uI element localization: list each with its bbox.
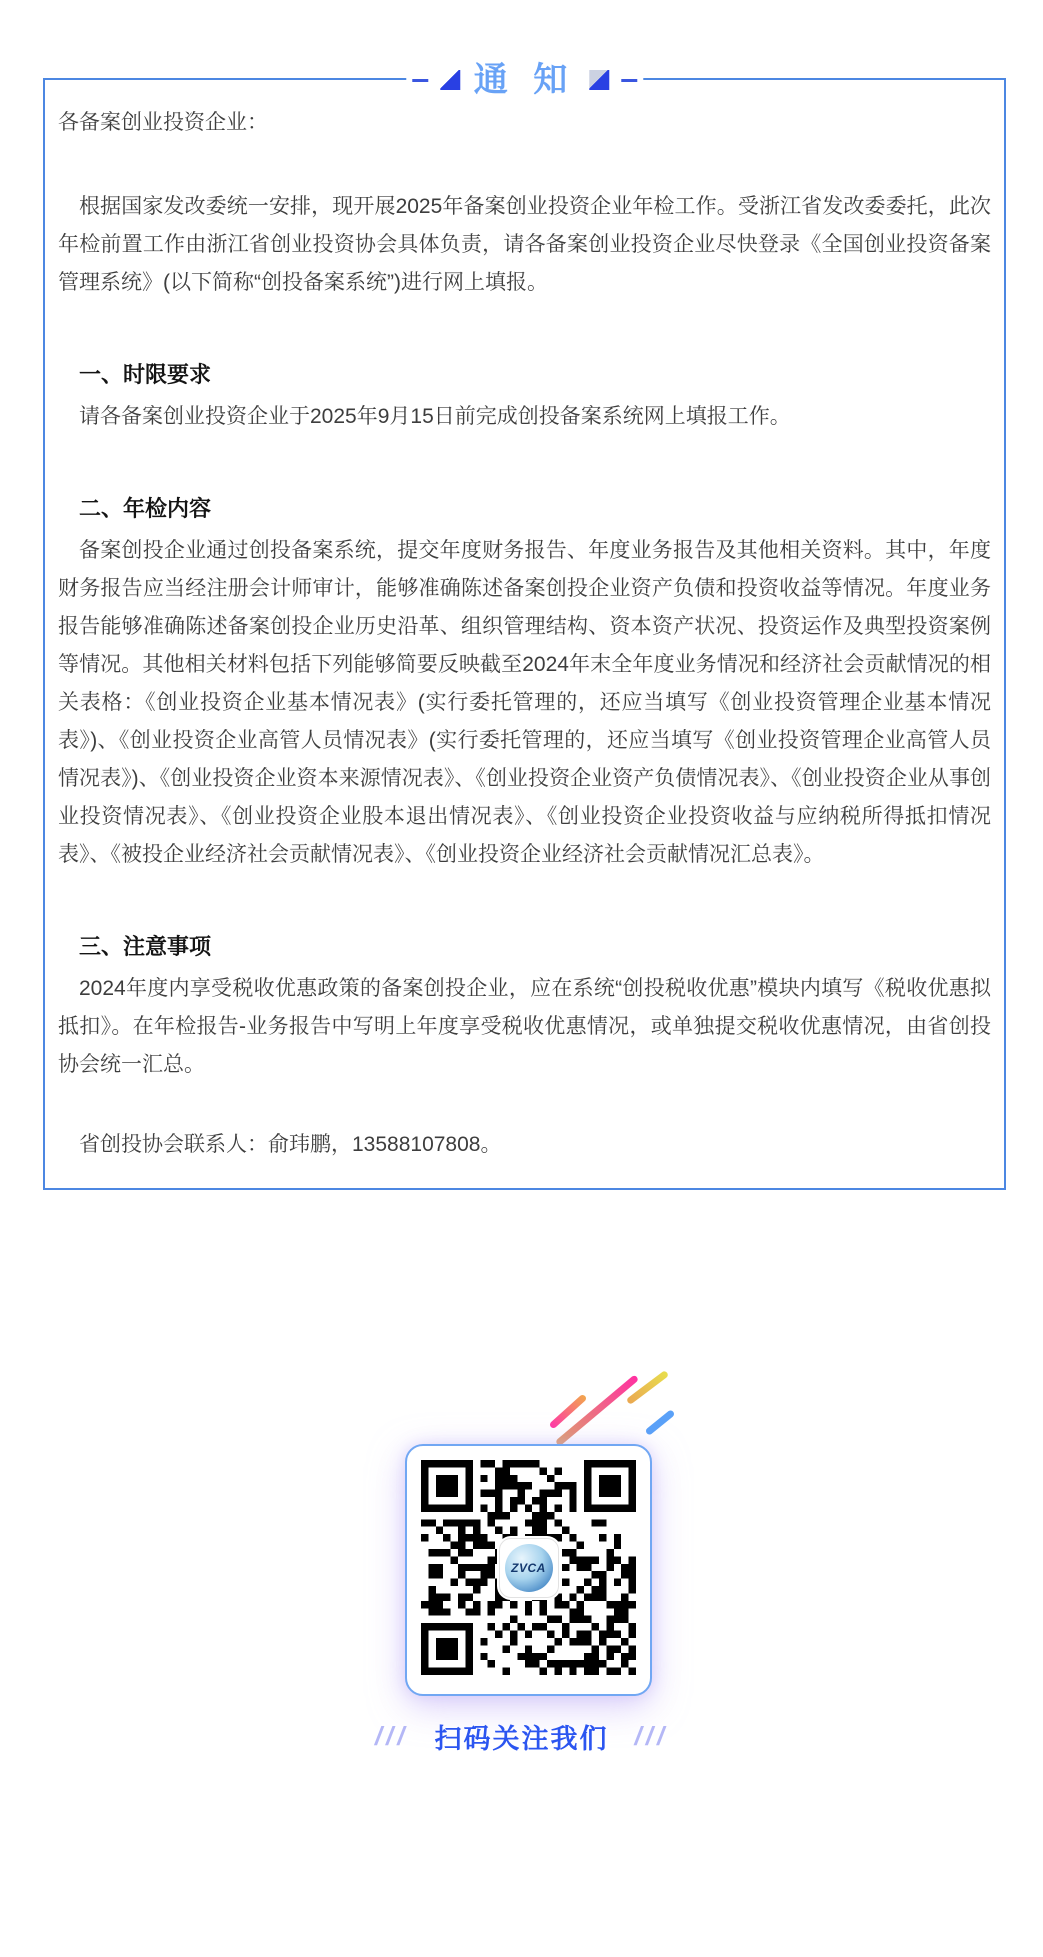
title-corner-mark-right-icon: [589, 70, 609, 90]
qr-code: [421, 1460, 636, 1675]
qr-caption-text: 扫码关注我们: [434, 1724, 609, 1754]
section-deadline: [58, 360, 991, 436]
qr-card: [405, 1444, 652, 1696]
section-paragraph: 2024年度内享受税收优惠政策的备案创投企业，应在系统“创投税收优惠”模块内填写《税收优惠拟抵扣》。在年检报告-业务报告中写明上年度享受税收优惠情况，或单独提交税收优惠情况，由省创投协会统一汇总。: [58, 977, 991, 1076]
salutation: 各备案创业投资企业：: [58, 111, 268, 134]
notice-title-banner: [406, 57, 643, 103]
decor-slash-blue-icon: [645, 1409, 676, 1436]
section-heading: 二、年检内容: [79, 496, 212, 521]
title-line-stub-right: [621, 79, 637, 82]
title-corner-mark-left-icon: [440, 70, 460, 90]
logo-text: ZVCA: [511, 1560, 546, 1575]
globe-logo-icon: [505, 1544, 553, 1592]
contact-line: 省创投协会联系人：俞玮鹏，13588107808。: [79, 1133, 502, 1156]
caption-slashes-left-icon: ///: [374, 1721, 409, 1751]
title-line-stub-left: [412, 79, 428, 82]
section-heading: 三、注意事项: [79, 934, 212, 959]
section-paragraph: 备案创投企业通过创投备案系统，提交年度财务报告、年度业务报告及其他相关资料。其中，年度财务报告应当经注册会计师审计，能够准确陈述备案创投企业资产负债和投资收益等情况。年度业务报告能够准确陈述备案创投企业历史沿革、组织管理结构、资本资产状况、投资运作及典型投资案例等情况。其他相关材料包括下列能够简要反映截至2024年末全年度业务情况和经济社会贡献情况的相关表格：《创业投资企业基本情况表》(实行委托管理的，还应当填写《创业投资管理企业基本情况表》)、《创业投资企业高管人员情况表》(实行委托管理的，还应当填写《创业投资管理企业高管人员情况表》)、《创业投资企业资本来源情况表》、《创业投资企业资产负债情况表》、《创业投资企业从事创业投资情况表》、《创业投资企业股本退出情况表》、《创业投资企业投资收益与应纳税所得抵扣情况表》、《被投企业经济社会贡献情况表》、《创业投资企业经济社会贡献情况汇总表》。: [58, 539, 991, 866]
section-inspection-content: [58, 494, 991, 874]
notice-box: [43, 61, 1006, 1190]
section-heading: 一、时限要求: [79, 362, 212, 387]
qr-caption-row: [0, 1717, 1043, 1756]
caption-slashes-right-icon: ///: [634, 1721, 669, 1751]
association-logo: [499, 1538, 559, 1598]
page-title: 通 知: [473, 61, 576, 99]
section-paragraph: 请各备案创业投资企业于2025年9月15日前完成创投备案系统网上填报工作。: [79, 405, 791, 428]
section-notes: [58, 932, 991, 1084]
intro-paragraph: 根据国家发改委统一安排，现开展2025年备案创业投资企业年检工作。受浙江省发改委委托，此次年检前置工作由浙江省创业投资协会具体负责，请各备案创业投资企业尽快登录《全国创业投资备案管理系统》(以下简称“创投备案系统”)进行网上填报。: [58, 195, 991, 294]
footer-area: [0, 1190, 1043, 1802]
